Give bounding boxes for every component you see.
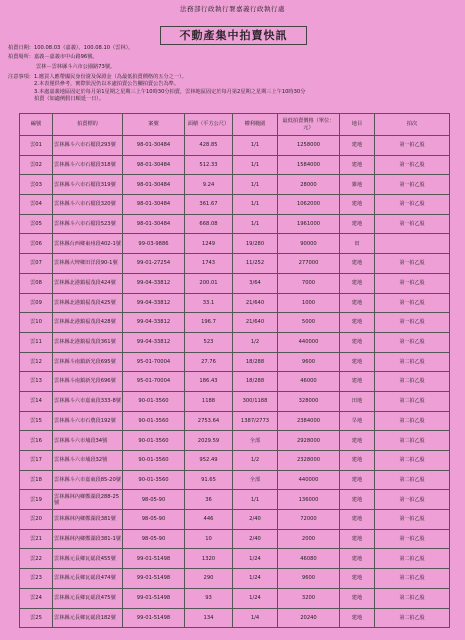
cell-land-type: 建地	[340, 214, 375, 234]
cell-min-price: 1584000	[278, 155, 340, 175]
notes-section	[8, 74, 453, 104]
cell-area: 361.67	[185, 195, 233, 215]
cell-round: 第一拍乙股	[375, 293, 450, 313]
cell-area: 1320	[185, 549, 233, 569]
cell-round: 第二拍乙股	[375, 391, 450, 411]
cell-land-type: 建地	[340, 431, 375, 451]
cell-area: 10	[185, 529, 233, 549]
cell-min-price: 9600	[278, 352, 340, 372]
cell-target: 雲林縣斗六市石榴段320號	[53, 195, 123, 215]
cell-number: 雲06	[20, 234, 53, 254]
cell-rights: 2/40	[233, 529, 278, 549]
cell-min-price: 46080	[278, 549, 340, 569]
cell-min-price: 90000	[278, 234, 340, 254]
cell-land-type: 建地	[340, 352, 375, 372]
note-item: 3.本處嘉義地區固定於每月第1星期之星期三上午10時30分拍賣，雲林地區固定於每月第2星期之星期三上午10時30分	[34, 88, 306, 95]
cell-case-number: 98-05-90	[123, 510, 185, 530]
cell-area: 27.76	[185, 352, 233, 372]
cell-number: 雲11	[20, 332, 53, 352]
cell-target: 雲林縣斗六市嘉東段333-8號	[53, 391, 123, 411]
cell-number: 雲15	[20, 411, 53, 431]
table-row	[20, 451, 450, 471]
cell-rights: 全部	[233, 470, 278, 490]
cell-area: 134	[185, 608, 233, 628]
cell-number: 雲09	[20, 293, 53, 313]
cell-target: 雲林縣斗六市石榴段319號	[53, 175, 123, 195]
cell-round: 第二拍乙股	[375, 470, 450, 490]
table-row	[20, 175, 450, 195]
cell-target: 雲林縣北港鎮福茂段428號	[53, 313, 123, 333]
cell-land-type: 田	[340, 234, 375, 254]
cell-min-price: 46000	[278, 372, 340, 392]
cell-number: 雲16	[20, 431, 53, 451]
cell-rights: 19/280	[233, 234, 278, 254]
cell-land-type: 建地	[340, 490, 375, 510]
cell-number: 雲03	[20, 175, 53, 195]
note-item: 拍賣（如適例假日順延一日）。	[34, 96, 105, 103]
cell-min-price: 72000	[278, 510, 340, 530]
cell-min-price: 1000	[278, 293, 340, 313]
cell-target: 雲林縣斗六市石榴段293號	[53, 136, 123, 156]
notes-label: 注意事項：	[8, 74, 34, 80]
table-row	[20, 234, 450, 254]
cell-number: 雲14	[20, 391, 53, 411]
cell-rights: 300/1188	[233, 391, 278, 411]
cell-number: 雲04	[20, 195, 53, 215]
cell-area: 91.65	[185, 470, 233, 490]
column-header-case: 案號	[123, 114, 185, 136]
column-header-min-price: 最低拍賣價格（單位：元）	[278, 114, 340, 136]
cell-target: 雲林縣斗六市石農段192號	[53, 411, 123, 431]
cell-min-price: 1258000	[278, 136, 340, 156]
cell-min-price: 2328000	[278, 451, 340, 471]
cell-land-type: 建地	[340, 136, 375, 156]
cell-rights: 1/1	[233, 175, 278, 195]
cell-area: 512.33	[185, 155, 233, 175]
cell-target: 雲林縣林內鄉鄭湖段381號	[53, 510, 123, 530]
page-title: 不動產集中拍賣快訊	[160, 26, 307, 45]
cell-min-price: 1062000	[278, 195, 340, 215]
cell-target: 雲林縣元長鄉瓦磘段474號	[53, 569, 123, 589]
cell-case-number: 99-01-51498	[123, 569, 185, 589]
cell-min-price: 7000	[278, 273, 340, 293]
cell-land-type: 建地	[340, 313, 375, 333]
cell-rights: 1/1	[233, 490, 278, 510]
cell-min-price: 5000	[278, 313, 340, 333]
cell-number: 雲17	[20, 451, 53, 471]
cell-min-price: 440000	[278, 470, 340, 490]
cell-number: 雲13	[20, 372, 53, 392]
cell-round: 第一拍乙股	[375, 254, 450, 274]
cell-case-number: 90-01-3560	[123, 470, 185, 490]
table-row	[20, 510, 450, 530]
cell-round: 第一拍乙股	[375, 155, 450, 175]
cell-min-price: 1961000	[278, 214, 340, 234]
cell-target: 雲林縣北港鎮福茂段424號	[53, 273, 123, 293]
cell-area: 9.24	[185, 175, 233, 195]
cell-rights: 1/1	[233, 136, 278, 156]
cell-land-type: 建地	[340, 254, 375, 274]
cell-case-number: 98-05-90	[123, 529, 185, 549]
cell-min-price: 136000	[278, 490, 340, 510]
cell-land-type: 旱地	[340, 411, 375, 431]
table-row	[20, 391, 450, 411]
table-header-row	[20, 114, 450, 136]
cell-round: 第一拍乙股	[375, 510, 450, 530]
cell-rights: 18/288	[233, 352, 278, 372]
cell-case-number: 98-05-90	[123, 490, 185, 510]
cell-round: 第二拍乙股	[375, 549, 450, 569]
table-row	[20, 608, 450, 628]
cell-area: 186.43	[185, 372, 233, 392]
cell-area: 1188	[185, 391, 233, 411]
cell-min-price: 2384000	[278, 411, 340, 431]
cell-round: 第二拍乙股	[375, 352, 450, 372]
cell-min-price: 3200	[278, 588, 340, 608]
cell-round: 第二拍乙股	[375, 431, 450, 451]
cell-number: 雲25	[20, 608, 53, 628]
column-header-land-type: 地目	[340, 114, 375, 136]
cell-target: 雲林縣元長鄉瓦磘段475號	[53, 588, 123, 608]
cell-land-type: 建地	[340, 273, 375, 293]
cell-land-type: 建地	[340, 332, 375, 352]
cell-round: 第二拍乙股	[375, 608, 450, 628]
cell-case-number: 95-01-70004	[123, 352, 185, 372]
cell-rights: 21/640	[233, 313, 278, 333]
cell-land-type: 建地	[340, 608, 375, 628]
cell-target: 雲林縣斗南鎮新光段696號	[53, 372, 123, 392]
cell-area: 2029.59	[185, 431, 233, 451]
table-row	[20, 313, 450, 333]
table-row	[20, 293, 450, 313]
table-row	[20, 136, 450, 156]
cell-min-price: 28000	[278, 175, 340, 195]
cell-rights: 11/252	[233, 254, 278, 274]
cell-land-type: 建地	[340, 293, 375, 313]
cell-case-number: 99-04-33812	[123, 313, 185, 333]
cell-round: 第二拍乙股	[375, 372, 450, 392]
table-row	[20, 214, 450, 234]
cell-area: 2753.64	[185, 411, 233, 431]
cell-round: 第二拍乙股	[375, 588, 450, 608]
cell-min-price: 328000	[278, 391, 340, 411]
cell-round: 第一拍乙股	[375, 313, 450, 333]
cell-round: 第一拍乙股	[375, 175, 450, 195]
cell-target: 雲林縣斗六市嘉東段85-20號	[53, 470, 123, 490]
cell-number: 雲10	[20, 313, 53, 333]
column-header-area: 面積（平方公尺）	[185, 114, 233, 136]
cell-round: 第二拍乙股	[375, 451, 450, 471]
cell-min-price: 9600	[278, 569, 340, 589]
cell-min-price: 20240	[278, 608, 340, 628]
cell-round: 第一拍乙股	[375, 332, 450, 352]
cell-land-type: 建地	[340, 529, 375, 549]
cell-land-type: 建地	[340, 195, 375, 215]
cell-case-number: 90-01-3560	[123, 431, 185, 451]
cell-land-type: 雜地	[340, 175, 375, 195]
cell-rights: 1/1	[233, 214, 278, 234]
cell-number: 雲21	[20, 529, 53, 549]
table-row	[20, 254, 450, 274]
cell-number: 雲23	[20, 569, 53, 589]
cell-case-number: 98-01-30484	[123, 214, 185, 234]
cell-number: 雲20	[20, 510, 53, 530]
cell-number: 雲07	[20, 254, 53, 274]
table-row	[20, 411, 450, 431]
cell-area: 93	[185, 588, 233, 608]
cell-min-price: 2928000	[278, 431, 340, 451]
cell-number: 雲01	[20, 136, 53, 156]
cell-area: 36	[185, 490, 233, 510]
cell-case-number: 99-01-51498	[123, 549, 185, 569]
cell-round: 第一拍乙股	[375, 490, 450, 510]
cell-land-type: 建地	[340, 155, 375, 175]
cell-number: 雲12	[20, 352, 53, 372]
cell-number: 雲02	[20, 155, 53, 175]
column-header-target: 拍賣標的	[53, 114, 123, 136]
cell-area: 952.49	[185, 451, 233, 471]
venue-line-1: 拍賣場所：嘉義－嘉義市中山路96號。	[8, 54, 98, 60]
table-row	[20, 332, 450, 352]
cell-rights: 1/24	[233, 588, 278, 608]
cell-number: 雲19	[20, 490, 53, 510]
note-item: 1.應買人應帶國民身份證及保證金（為最低拍賣價格的五分之一）。	[34, 74, 187, 80]
cell-round	[375, 234, 450, 254]
cell-target: 雲林縣斗六市埔段34號	[53, 431, 123, 451]
cell-number: 雲05	[20, 214, 53, 234]
table-row	[20, 588, 450, 608]
cell-round: 第一拍乙股	[375, 214, 450, 234]
cell-area: 196.7	[185, 313, 233, 333]
cell-target: 雲林縣北港鎮福茂段361號	[53, 332, 123, 352]
cell-target: 雲林縣北港鎮福茂段425號	[53, 293, 123, 313]
cell-case-number: 99-01-51498	[123, 608, 185, 628]
cell-round: 第一拍乙股	[375, 136, 450, 156]
column-header-no: 編號	[20, 114, 53, 136]
cell-case-number: 99-04-33812	[123, 273, 185, 293]
cell-case-number: 99-04-33812	[123, 293, 185, 313]
cell-min-price: 2000	[278, 529, 340, 549]
cell-rights: 3/64	[233, 273, 278, 293]
cell-land-type: 建地	[340, 372, 375, 392]
cell-rights: 全部	[233, 431, 278, 451]
cell-rights: 1/4	[233, 608, 278, 628]
cell-rights: 1/1	[233, 155, 278, 175]
auction-table	[19, 113, 450, 628]
cell-case-number: 98-01-30484	[123, 195, 185, 215]
cell-target: 雲林縣斗六市石榴段318號	[53, 155, 123, 175]
agency-name: 法務部行政執行署嘉義行政執行處	[180, 5, 285, 13]
cell-min-price: 440000	[278, 332, 340, 352]
cell-target: 雲林縣台西鄉東州段402-1號	[53, 234, 123, 254]
column-header-round: 拍次	[375, 114, 450, 136]
table-row	[20, 470, 450, 490]
cell-target: 雲林縣斗南鎮新光段695號	[53, 352, 123, 372]
cell-target: 雲林縣大埤鄉田洋段90-1號	[53, 254, 123, 274]
cell-case-number: 99-01-51498	[123, 588, 185, 608]
cell-target: 雲林縣斗六市埔段32號	[53, 451, 123, 471]
cell-case-number: 99-04-33812	[123, 332, 185, 352]
cell-case-number: 90-01-3560	[123, 391, 185, 411]
cell-number: 雲22	[20, 549, 53, 569]
cell-round: 第一拍乙股	[375, 529, 450, 549]
cell-rights: 2/40	[233, 510, 278, 530]
cell-area: 1249	[185, 234, 233, 254]
cell-land-type: 建地	[340, 510, 375, 530]
cell-case-number: 90-01-3560	[123, 411, 185, 431]
column-header-rights: 權利範圍	[233, 114, 278, 136]
cell-case-number: 90-01-3560	[123, 451, 185, 471]
cell-area: 290	[185, 569, 233, 589]
cell-case-number: 99-01-27254	[123, 254, 185, 274]
cell-case-number: 98-01-30484	[123, 136, 185, 156]
cell-land-type: 建地	[340, 451, 375, 471]
table-row	[20, 155, 450, 175]
table-row	[20, 529, 450, 549]
cell-land-type: 建地	[340, 470, 375, 490]
table-row	[20, 490, 450, 510]
cell-land-type: 田地	[340, 391, 375, 411]
cell-land-type: 建地	[340, 569, 375, 589]
cell-land-type: 建地	[340, 588, 375, 608]
cell-rights: 21/640	[233, 293, 278, 313]
auction-dates: 拍賣日期：100.08.03（嘉義）、100.08.10（雲林）。	[8, 45, 134, 51]
cell-rights: 1/1	[233, 195, 278, 215]
cell-area: 446	[185, 510, 233, 530]
cell-area: 1743	[185, 254, 233, 274]
cell-case-number: 95-01-70004	[123, 372, 185, 392]
cell-target: 雲林縣林內鄉鄭湖段288-25號	[53, 490, 123, 510]
table-row	[20, 352, 450, 372]
cell-rights: 18/288	[233, 372, 278, 392]
cell-case-number: 98-01-30484	[123, 155, 185, 175]
table-row	[20, 273, 450, 293]
cell-case-number: 99-03-9886	[123, 234, 185, 254]
cell-round: 第一拍乙股	[375, 273, 450, 293]
cell-min-price: 277000	[278, 254, 340, 274]
cell-rights: 1/24	[233, 549, 278, 569]
venue-line-2: 雲林－雲林縣斗六市公園路73號。	[36, 64, 116, 70]
table-row	[20, 195, 450, 215]
cell-rights: 1/2	[233, 332, 278, 352]
cell-number: 雲24	[20, 588, 53, 608]
cell-round: 第一拍乙股	[375, 195, 450, 215]
cell-area: 200.01	[185, 273, 233, 293]
cell-rights: 1387/2773	[233, 411, 278, 431]
cell-round: 第二拍乙股	[375, 569, 450, 589]
cell-area: 33.1	[185, 293, 233, 313]
cell-area: 668.08	[185, 214, 233, 234]
cell-number: 雲18	[20, 470, 53, 490]
cell-target: 雲林縣斗六市石榴段523號	[53, 214, 123, 234]
cell-rights: 1/2	[233, 451, 278, 471]
cell-target: 雲林縣林內鄉鄭湖段381-1號	[53, 529, 123, 549]
table-row	[20, 431, 450, 451]
cell-rights: 1/24	[233, 569, 278, 589]
table-row	[20, 372, 450, 392]
note-item: 2.本表僅供參考，實際狀況仍以本處拍賣公告欄拍賣公告為準。	[34, 81, 180, 88]
cell-area: 523	[185, 332, 233, 352]
table-row	[20, 549, 450, 569]
cell-number: 雲08	[20, 273, 53, 293]
cell-target: 雲林縣元長鄉瓦磘段182號	[53, 608, 123, 628]
table-row	[20, 569, 450, 589]
cell-round: 第二拍乙股	[375, 411, 450, 431]
cell-case-number: 98-01-30484	[123, 175, 185, 195]
cell-target: 雲林縣元長鄉瓦磘段455號	[53, 549, 123, 569]
cell-area: 428.85	[185, 136, 233, 156]
cell-land-type: 建地	[340, 549, 375, 569]
